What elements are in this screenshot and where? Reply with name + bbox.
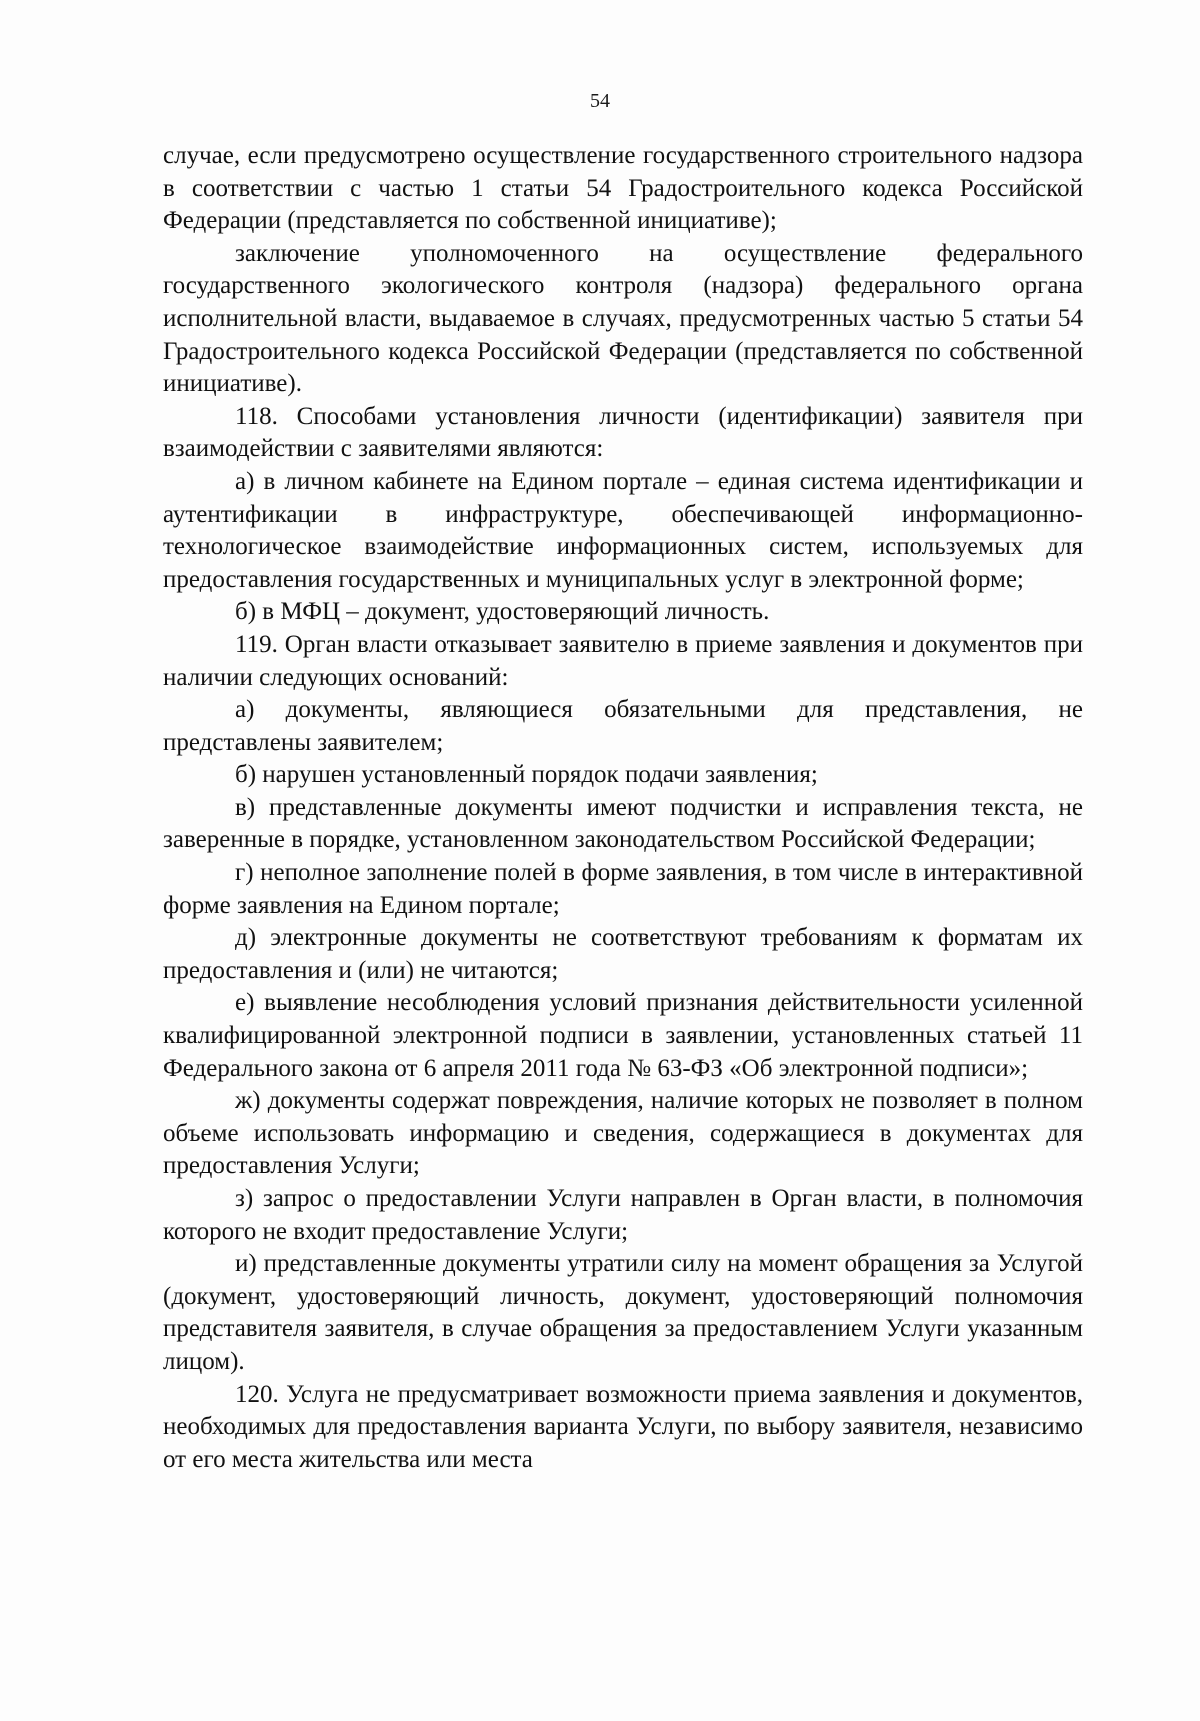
- paragraph-ecological-conclusion: заключение уполномоченного на осуществление федерального государственного экологического контроля (надзора) федерального органа исполнительной власти, выдаваемое в случаях, предусмотренных частью 5 статьи 54 Градостроительного кодекса Российской Федерации (представляется по собственной инициативе).: [163, 239, 1083, 398]
- paragraph-119-zh: ж) документы содержат повреждения, наличие которых не позволяет в полном объеме использовать информацию и сведения, содержащиеся в документах для предоставления Услуги;: [163, 1087, 1083, 1180]
- page-number: 54: [590, 90, 610, 112]
- paragraph-118-b: б) в МФЦ – документ, удостоверяющий личность.: [235, 598, 770, 626]
- paragraph-118: 118. Способами установления личности (идентификации) заявителя при взаимодействии с заявителями являются:: [163, 402, 1083, 463]
- paragraph-118-a: а) в личном кабинете на Едином портале – единая система идентификации и аутентификации в инфраструктуре, обеспечивающей информационно-технологическое взаимодействие информационных систем, используемых для предоставления государственных и муниципальных услуг в электронной форме;: [163, 467, 1083, 593]
- paragraph-119-g: г) неполное заполнение полей в форме заявления, в том числе в интерактивной форме заявления на Едином портале;: [163, 859, 1083, 919]
- document-body: [163, 140, 1083, 1476]
- paragraph-120: 120. Услуга не предусматривает возможности приема заявления и документов, необходимых для предоставления варианта Услуги, по выбору заявителя, независимо от его места жительства или места: [163, 1380, 1083, 1473]
- paragraph-119: 119. Орган власти отказывает заявителю в приеме заявления и документов при наличии следующих оснований:: [163, 630, 1083, 691]
- paragraph-119-e: е) выявление несоблюдения условий признания действительности усиленной квалифицированной электронной подписи в заявлении, установленных статьей 11 Федерального закона от 6 апреля 2011 года № 63-ФЗ «Об электронной подписи»;: [163, 989, 1083, 1082]
- paragraph-119-d: д) электронные документы не соответствуют требованиям к форматам их предоставления и (или) не читаются;: [163, 924, 1083, 984]
- paragraph-119-z: з) запрос о предоставлении Услуги направлен в Орган власти, в полномочия которого не входит предоставление Услуги;: [163, 1185, 1083, 1245]
- paragraph-119-a: а) документы, являющиеся обязательными для представления, не представлены заявителем;: [163, 696, 1083, 756]
- paragraph-119-v: в) представленные документы имеют подчистки и исправления текста, не заверенные в порядке, установленном законодательством Российской Федерации;: [163, 793, 1083, 854]
- paragraph-119-b: б) нарушен установленный порядок подачи заявления;: [235, 761, 818, 789]
- paragraph-continuation: случае, если предусмотрено осуществление государственного строительного надзора в соответствии с частью 1 статьи 54 Градостроительного кодекса Российской Федерации (представляется по собственной инициативе);: [163, 142, 1083, 235]
- paragraph-119-i: и) представленные документы утратили силу на момент обращения за Услугой (документ, удостоверяющий личность, документ, удостоверяющий полномочия представителя заявителя, в случае обращения за предоставлением Услуги указанным лицом).: [163, 1250, 1083, 1375]
